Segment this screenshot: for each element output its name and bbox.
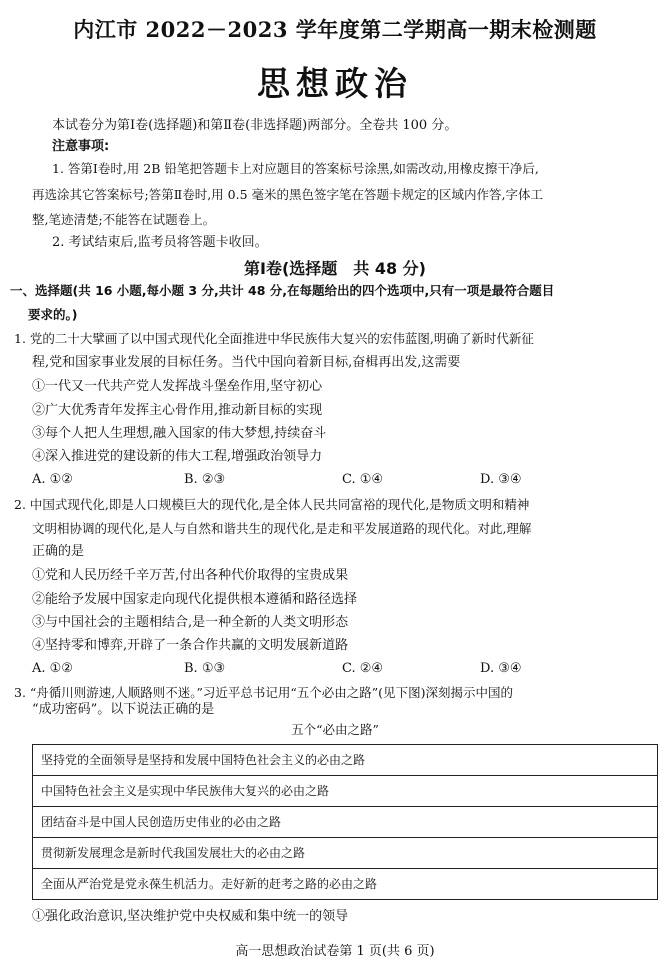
q1-statement-4: ④深入推进党的建设新的伟大工程,增强政治领导力: [32, 449, 323, 464]
q2-stem-end: 正确的是: [32, 544, 85, 559]
notice-title: 注意事项:: [52, 139, 110, 154]
subject-title: 思想政治: [257, 64, 413, 103]
q1-stem-cont: 程,党和国家事业发展的目标任务。当代中国向着新目标,奋楫再出发,这需要: [32, 355, 461, 370]
q3-statement-1: ①强化政治意识,坚决维护党中央权威和集中统一的领导: [32, 909, 349, 924]
table-row: 中国特色社会主义是实现中华民族伟大复兴的必由之路: [33, 776, 657, 807]
q1-statement-3: ③每个人把人生理想,融入国家的伟大梦想,持续奋斗: [32, 426, 327, 441]
section-title: 第Ⅰ卷(选择题 共 48 分): [244, 259, 426, 278]
q2-statement-4: ④坚持零和博弈,开辟了一条合作共赢的文明发展新道路: [32, 638, 349, 653]
q3-table: [32, 744, 658, 900]
q2-statement-3: ③与中国社会的主题相结合,是一种全新的人类文明形态: [32, 615, 349, 630]
q1-statement-2: ②广大优秀青年发挥主心骨作用,推动新目标的实现: [32, 403, 323, 418]
q2-statement-2: ②能给予发展中国家走向现代化提供根本遵循和路径选择: [32, 592, 358, 607]
exam-title: 内江市 2022－2023 学年度第二学期高一期末检测题: [73, 17, 597, 42]
table-row: 坚持党的全面领导是坚持和发展中国特色社会主义的必由之路: [33, 745, 657, 776]
notice-item-1: 1. 答第Ⅰ卷时,用 2B 铅笔把答题卡上对应题目的答案标号涂黑,如需改动,用橡皮擦干净后,: [52, 161, 539, 176]
q2-statement-1: ①党和人民历经千辛万苦,付出各种代价取得的宝贵成果: [32, 568, 349, 583]
section-instructions-cont: 要求的。): [28, 307, 78, 322]
notice-item-1-end: 整,笔迹清楚;不能答在试题卷上。: [32, 212, 216, 227]
page-footer: 高一思想政治试卷第 1 页(共 6 页): [235, 944, 435, 959]
q2-option-c[interactable]: C. ②④: [342, 661, 384, 676]
q2-stem-cont: 文明相协调的现代化,是人与自然和谐共生的现代化,是走和平发展道路的现代化。对此,理解: [32, 521, 532, 536]
q3-table-caption: 五个“必由之路”: [291, 722, 379, 737]
section-instructions: 一、选择题(共 16 小题,每小题 3 分,共计 48 分,在每题给出的四个选项中,只有一项是最符合题目: [10, 283, 555, 298]
q1-option-c[interactable]: C. ①④: [342, 472, 384, 487]
q1-option-a[interactable]: A. ①②: [32, 472, 73, 487]
table-row: 团结奋斗是中国人民创造历史伟业的必由之路: [33, 807, 657, 838]
intro-line: 本试卷分为第Ⅰ卷(选择题)和第Ⅱ卷(非选择题)两部分。全卷共 100 分。: [52, 118, 458, 133]
q1-stem: 1. 党的二十大擘画了以中国式现代化全面推进中华民族伟大复兴的宏伟蓝图,明确了新时代新征: [14, 331, 534, 346]
q2-option-b[interactable]: B. ①③: [184, 661, 226, 676]
q2-option-d[interactable]: D. ③④: [480, 661, 522, 676]
notice-item-2: 2. 考试结束后,监考员将答题卡收回。: [52, 235, 268, 250]
q3-stem-cont: “成功密码”。以下说法正确的是: [32, 702, 215, 717]
q1-option-d[interactable]: D. ③④: [480, 472, 522, 487]
table-row: 贯彻新发展理念是新时代我国发展壮大的必由之路: [33, 838, 657, 869]
q1-statement-1: ①一代又一代共产党人发挥战斗堡垒作用,坚守初心: [32, 379, 323, 394]
table-row: 全面从严治党是党永葆生机活力。走好新的赶考之路的必由之路: [41, 877, 378, 891]
q3-stem: 3. “舟循川则游速,人顺路则不迷。”习近平总书记用“五个必由之路”(见下图)深刻揭示中国的: [14, 685, 513, 700]
q2-option-a[interactable]: A. ①②: [32, 661, 73, 676]
notice-item-1-cont: 再选涂其它答案标号;答第Ⅱ卷时,用 0.5 毫米的黑色签字笔在答题卡规定的区域内作答,字体工: [32, 187, 543, 202]
q2-stem: 2. 中国式现代化,即是人口规模巨大的现代化,是全体人民共同富裕的现代化,是物质文明和精神: [14, 497, 530, 512]
q1-option-b[interactable]: B. ②③: [184, 472, 226, 487]
